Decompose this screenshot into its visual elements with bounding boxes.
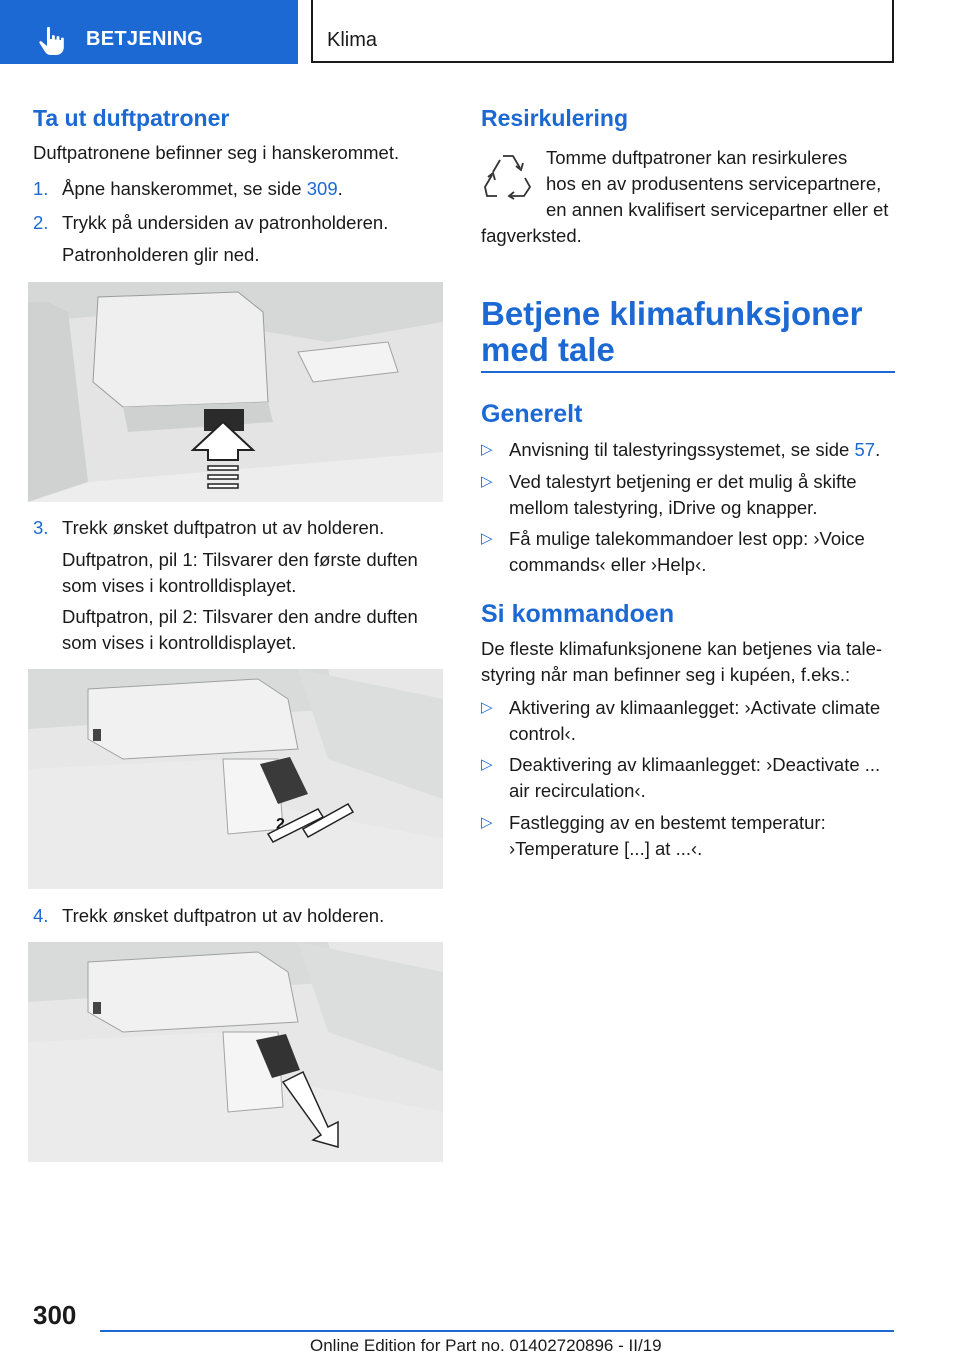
photo-pull-cartridge — [28, 942, 443, 1162]
recycle-icon — [483, 150, 533, 200]
section-divider — [481, 371, 895, 373]
step-note: som vises i kontrolldisplayet. — [62, 632, 297, 653]
heading-say-command: Si kommandoen — [481, 600, 675, 628]
hand-pointer-icon — [38, 26, 66, 56]
bullet-triangle-icon: ▷ — [481, 473, 493, 490]
bullet-text: Aktivering av klimaanlegget: ›Activate climate control‹. — [509, 697, 881, 744]
section-title-line-2: med tale — [481, 331, 615, 368]
heading-recycling: Resirkulering — [481, 105, 628, 131]
footer-divider — [100, 1330, 894, 1332]
bullet-triangle-icon: ▷ — [481, 756, 493, 773]
step-note: Patronholderen glir ned. — [62, 244, 260, 265]
photo-cartridge-holder — [28, 282, 443, 502]
step-text: Trekk ønsket duftpatron ut av holderen. — [62, 517, 385, 538]
heading-general: Generelt — [481, 400, 583, 428]
section-label: BETJENING — [86, 28, 204, 50]
bullet-triangle-icon: ▷ — [481, 530, 493, 547]
bullet-triangle-icon: ▷ — [481, 814, 493, 831]
bullet-text: Deaktivering av klimaanlegget: ›Deactivate ... air recirculation‹. — [509, 754, 881, 801]
step-note: som vises i kontrolldisplayet. — [62, 575, 297, 596]
recycle-text-line-1: Tomme duftpatroner kan resirkuleres — [546, 147, 848, 168]
step-number: 3. — [33, 517, 49, 538]
heading-remove-cartridges: Ta ut duftpatroner — [33, 105, 230, 131]
recycle-text-line-2: hos en av produsentens servicepartnere, — [546, 173, 882, 194]
step-note: Duftpatron, pil 1: Tilsvarer den første duften — [62, 549, 418, 570]
step-text: Åpne hanskerommet, se side 309. — [62, 178, 343, 199]
chapter-tab[interactable] — [311, 0, 894, 63]
page-number: 300 — [33, 1300, 77, 1330]
section-title-line-1: Betjene klimafunksjoner — [481, 295, 863, 332]
photo-cartridges-numbered — [28, 669, 443, 889]
step-text: Trekk ønsket duftpatron ut av holderen. — [62, 905, 385, 926]
step-number: 1. — [33, 178, 49, 199]
intro-text: Duftpatronene befinner seg i hanskerommet. — [33, 142, 400, 163]
footer-edition: Online Edition for Part no. 01402720896 - II/19 — [310, 1336, 662, 1355]
recycle-text-line-3: en annen kvalifisert servicepartner eller et — [546, 199, 889, 220]
bullet-triangle-icon: ▷ — [481, 441, 493, 458]
section-tab[interactable] — [0, 0, 298, 64]
step-text: Trykk på undersiden av patronholderen. — [62, 212, 389, 233]
bullet-text: Få mulige talekommandoer lest opp: ›Voice commands‹ eller ›Help‹. — [509, 528, 865, 575]
bullet-text: Fastlegging av en bestemt temperatur: ›Temperature [...] at ...‹. — [509, 812, 826, 859]
bullet-text: Anvisning til talestyringssystemet, se side 57. — [509, 439, 881, 460]
step-number: 2. — [33, 212, 49, 233]
bullet-triangle-icon: ▷ — [481, 699, 493, 716]
step-number: 4. — [33, 905, 49, 926]
command-intro-line-1: De fleste klimafunksjonene kan betjenes via tale- — [481, 638, 883, 659]
page-link[interactable]: 57 — [854, 439, 876, 460]
page-link[interactable]: 309 — [306, 178, 338, 199]
chapter-label: Klima — [327, 29, 378, 51]
recycle-text-line-4: fagverksted. — [481, 225, 582, 246]
step-note: Duftpatron, pil 2: Tilsvarer den andre duften — [62, 606, 418, 627]
arrow-label-2: 2 — [276, 816, 285, 833]
bullet-text: Ved talestyrt betjening er det mulig å skifte mellom talestyring, iDrive og knapper. — [509, 471, 857, 518]
command-intro-line-2: styring når man befinner seg i kupéen, f.eks.: — [481, 664, 851, 685]
